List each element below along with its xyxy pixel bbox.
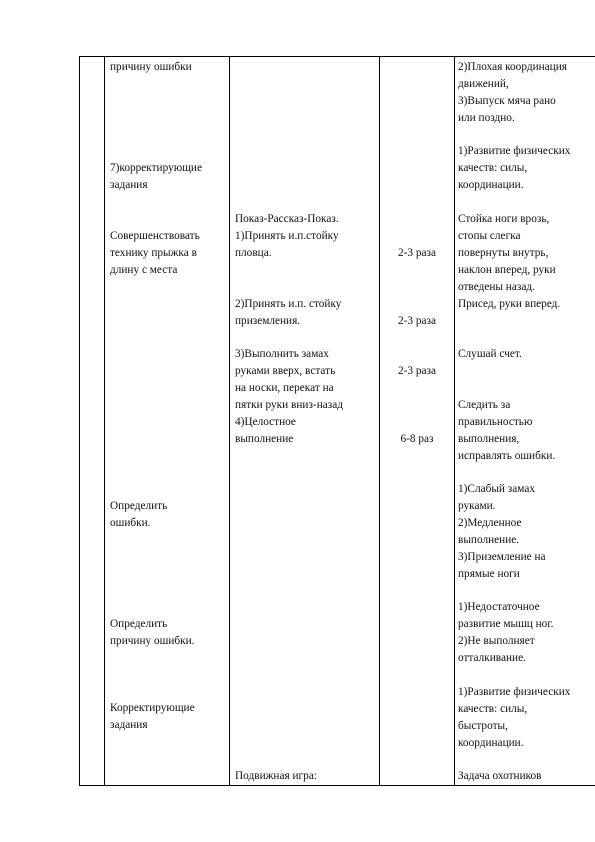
content-text: Показ-Рассказ-Показ. — [235, 213, 339, 225]
dosage-text: 2-3 раза — [397, 315, 437, 327]
notes-text: наклон вперед, руки — [458, 264, 556, 276]
table-top-border — [79, 56, 595, 57]
stage-text: задания — [110, 179, 148, 191]
notes-text: Задача охотников — [458, 770, 542, 782]
notes-text: координации. — [458, 179, 524, 191]
content-text: приземления. — [235, 315, 301, 327]
notes-text: повернуты внутрь, — [458, 247, 549, 259]
notes-text: качеств: силы, — [458, 703, 528, 715]
notes-text: 3)Выпуск мяча рано — [458, 95, 556, 107]
column-border — [454, 56, 455, 785]
dosage-text: 2-3 раза — [397, 365, 437, 377]
content-text: 1)Принять и.п.стойку — [235, 230, 339, 242]
notes-text: правильностью — [458, 416, 533, 428]
notes-text: 2)Не выполняет — [458, 635, 535, 647]
notes-text: отталкивание. — [458, 652, 526, 664]
stage-text: ошибки. — [110, 517, 151, 529]
notes-text: 2)Плохая координация — [458, 61, 567, 73]
stage-text: причину ошибки. — [110, 635, 195, 647]
stage-text: задания — [110, 719, 148, 731]
stage-text: технику прыжка в — [110, 247, 197, 259]
stage-text: длину с места — [110, 264, 178, 276]
content-text: 2)Принять и.п. стойку — [235, 298, 342, 310]
notes-text: Присед, руки вперед. — [458, 298, 561, 310]
notes-text: выполнения, — [458, 433, 520, 445]
column-border — [79, 56, 80, 785]
content-text: 3)Выполнить замах — [235, 348, 329, 360]
notes-text: качеств: силы, — [458, 162, 528, 174]
stage-text: Определить — [110, 618, 168, 630]
content-text: на носки, перекат на — [235, 382, 334, 394]
content-text: Подвижная игра: — [235, 770, 317, 782]
dosage-text: 6-8 раз — [400, 433, 434, 445]
notes-text: координации. — [458, 737, 524, 749]
notes-text: движений, — [458, 78, 509, 90]
content-text: выполнение — [235, 433, 294, 445]
notes-text: развитие мышц ног. — [458, 618, 554, 630]
content-text: руками вверх, встать — [235, 365, 336, 377]
stage-text: 7)корректирующие — [110, 162, 202, 174]
notes-text: выполнение. — [458, 534, 520, 546]
notes-text: 1)Недостаточное — [458, 601, 540, 613]
notes-text: 2)Медленное — [458, 517, 522, 529]
column-border — [229, 56, 230, 785]
notes-text: отведены назад. — [458, 281, 535, 293]
notes-text: стопы слегка — [458, 230, 521, 242]
content-text: пловца. — [235, 247, 272, 259]
notes-text: 1)Развитие физических — [458, 686, 571, 698]
notes-text: прямые ноги — [458, 568, 520, 580]
notes-text: или поздно. — [458, 112, 515, 124]
stage-text: причину ошибки — [110, 61, 192, 73]
notes-text: Следить за — [458, 399, 511, 411]
table-bottom-border — [79, 785, 595, 786]
notes-text: 1)Развитие физических — [458, 145, 571, 157]
stage-text: Совершенствовать — [110, 230, 200, 242]
stage-text: Корректирующие — [110, 702, 195, 714]
content-text: 4)Целостное — [235, 416, 296, 428]
content-text: пятки руки вниз-назад — [235, 399, 343, 411]
notes-text: 1)Слабый замах — [458, 483, 536, 495]
dosage-text: 2-3 раза — [397, 247, 437, 259]
notes-text: Стойка ноги врозь, — [458, 213, 550, 225]
notes-text: исправлять ошибки. — [458, 450, 556, 462]
notes-text: быстроты, — [458, 720, 508, 732]
notes-text: 3)Приземление на — [458, 551, 546, 563]
column-border — [104, 56, 105, 785]
notes-text: руками. — [458, 500, 496, 512]
column-border — [379, 56, 380, 785]
notes-text: Слушай счет. — [458, 348, 522, 360]
stage-text: Определить — [110, 500, 168, 512]
